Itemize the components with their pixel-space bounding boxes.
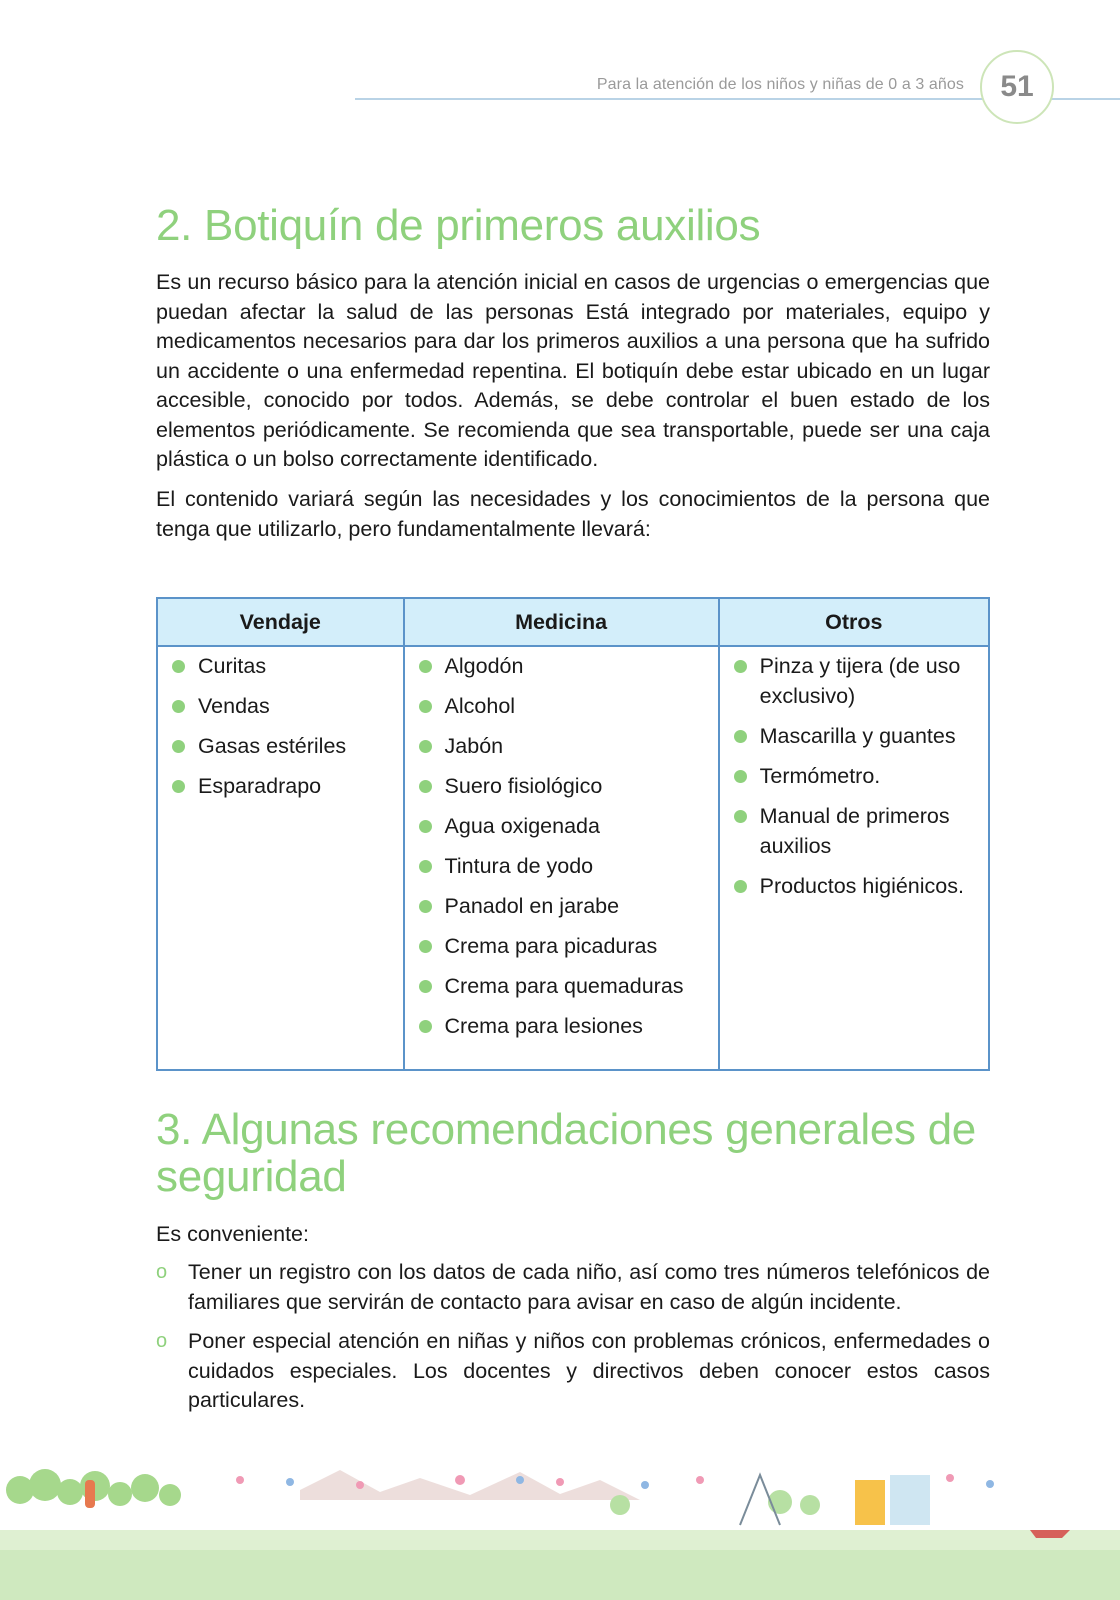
hollow-bullet-icon: o <box>156 1261 168 1283</box>
bullet-dot-icon <box>734 880 747 893</box>
bullet-dot-icon <box>172 740 185 753</box>
list-item: Algodón <box>415 651 710 681</box>
list-item: Esparadrapo <box>168 771 395 801</box>
building-blue <box>890 1475 930 1525</box>
list-item: Pinza y tijera (de uso exclusivo) <box>730 651 980 711</box>
lower-ground <box>0 1550 1120 1600</box>
bullet-dot-icon <box>172 660 185 673</box>
otros-list <box>730 651 980 901</box>
list-item: Crema para lesiones <box>415 1011 710 1041</box>
section-2-paragraph-1: Es un recurso básico para la atención inicial en casos de urgencias o emergencias que puedan afectar la salud de las personas Está integrado por materiales, equipo y medicamentos necesarios para dar los primeros auxilios a una persona que ha sufrido un accidente o una enfermedad repentina. El botiquín debe estar ubicado en un lugar accesible, conocido por todos. Además, se debe controlar el buen estado de los elementos periódicamente. Se recomienda que sea transportable, puede ser una caja plástica o un bolso correctamente identificado. <box>156 270 990 471</box>
bullet-dot-icon <box>734 730 747 743</box>
column-header-otros: Otros <box>719 598 989 646</box>
list-item: Productos higiénicos. <box>730 871 980 901</box>
bullet-dot-icon <box>419 740 432 753</box>
list-item: Gasas estériles <box>168 731 395 761</box>
hollow-bullet-icon: o <box>156 1330 168 1352</box>
bullet-dot-icon <box>172 700 185 713</box>
medicina-cell <box>404 646 719 1070</box>
list-item: Termómetro. <box>730 761 980 791</box>
list-item: Curitas <box>168 651 395 681</box>
bullet-dot-icon <box>419 940 432 953</box>
list-item: Jabón <box>415 731 710 761</box>
column-header-medicina: Medicina <box>404 598 719 646</box>
section-3-intro: Es conveniente: <box>156 1222 309 1246</box>
bullet-dot-icon <box>419 980 432 993</box>
bullet-dot-icon <box>734 660 747 673</box>
people-figures-blue <box>286 1476 994 1489</box>
bullet-dot-icon <box>172 780 185 793</box>
vendaje-list <box>168 651 395 801</box>
list-item: Mascarilla y guantes <box>730 721 980 751</box>
bullet-dot-icon <box>419 900 432 913</box>
bullet-dot-icon <box>419 860 432 873</box>
medicina-list <box>415 651 710 1041</box>
tree-group-mid <box>610 1490 820 1515</box>
bullet-dot-icon <box>419 780 432 793</box>
list-item: Tintura de yodo <box>415 851 710 881</box>
bullet-dot-icon <box>419 820 432 833</box>
section-3-title-line-2: seguridad <box>156 1152 347 1201</box>
list-item: Vendas <box>168 691 395 721</box>
list-item: Crema para quemaduras <box>415 971 710 1001</box>
bullet-dot-icon <box>419 700 432 713</box>
footer-landscape-illustration <box>0 1450 1120 1600</box>
list-item: Crema para picaduras <box>415 931 710 961</box>
recommendations-list <box>156 1258 990 1426</box>
person-figure-orange <box>85 1480 95 1508</box>
bullet-dot-icon <box>419 660 432 673</box>
list-item: o Poner especial atención en niñas y niños con problemas crónicos, enfermedades o cuidados especiales. Los docentes y directivos deben conocer estos casos particulares. <box>156 1329 990 1412</box>
bullet-dot-icon <box>734 770 747 783</box>
list-item: o Tener un registro con los datos de cada niño, así como tres números telefónicos de familiares que servirán de contacto para avisar en caso de algún incidente. <box>156 1260 990 1314</box>
building-yellow <box>855 1480 885 1525</box>
section-3-title-line-1: 3. Algunas recomendaciones generales de <box>156 1105 976 1154</box>
column-header-vendaje: Vendaje <box>157 598 404 646</box>
section-2-title: 2. Botiquín de primeros auxilios <box>156 201 761 250</box>
list-item: Panadol en jarabe <box>415 891 710 921</box>
bullet-dot-icon <box>734 810 747 823</box>
section-2-paragraph-2: El contenido variará según las necesidades y los conocimientos de la persona que tenga que utilizarlo, pero fundamentalmente llevará: <box>156 487 990 541</box>
list-item: Manual de primeros auxilios <box>730 801 980 861</box>
first-aid-kit-table <box>156 597 990 1071</box>
list-item: Alcohol <box>415 691 710 721</box>
page-number: 51 <box>980 50 1054 124</box>
vendaje-cell <box>157 646 404 1070</box>
bullet-dot-icon <box>419 1020 432 1033</box>
list-item: Agua oxigenada <box>415 811 710 841</box>
running-title: Para la atención de los niños y niñas de 0 a 3 años <box>596 76 964 93</box>
list-item: Suero fisiológico <box>415 771 710 801</box>
mountains <box>300 1470 640 1500</box>
otros-cell <box>719 646 989 1070</box>
